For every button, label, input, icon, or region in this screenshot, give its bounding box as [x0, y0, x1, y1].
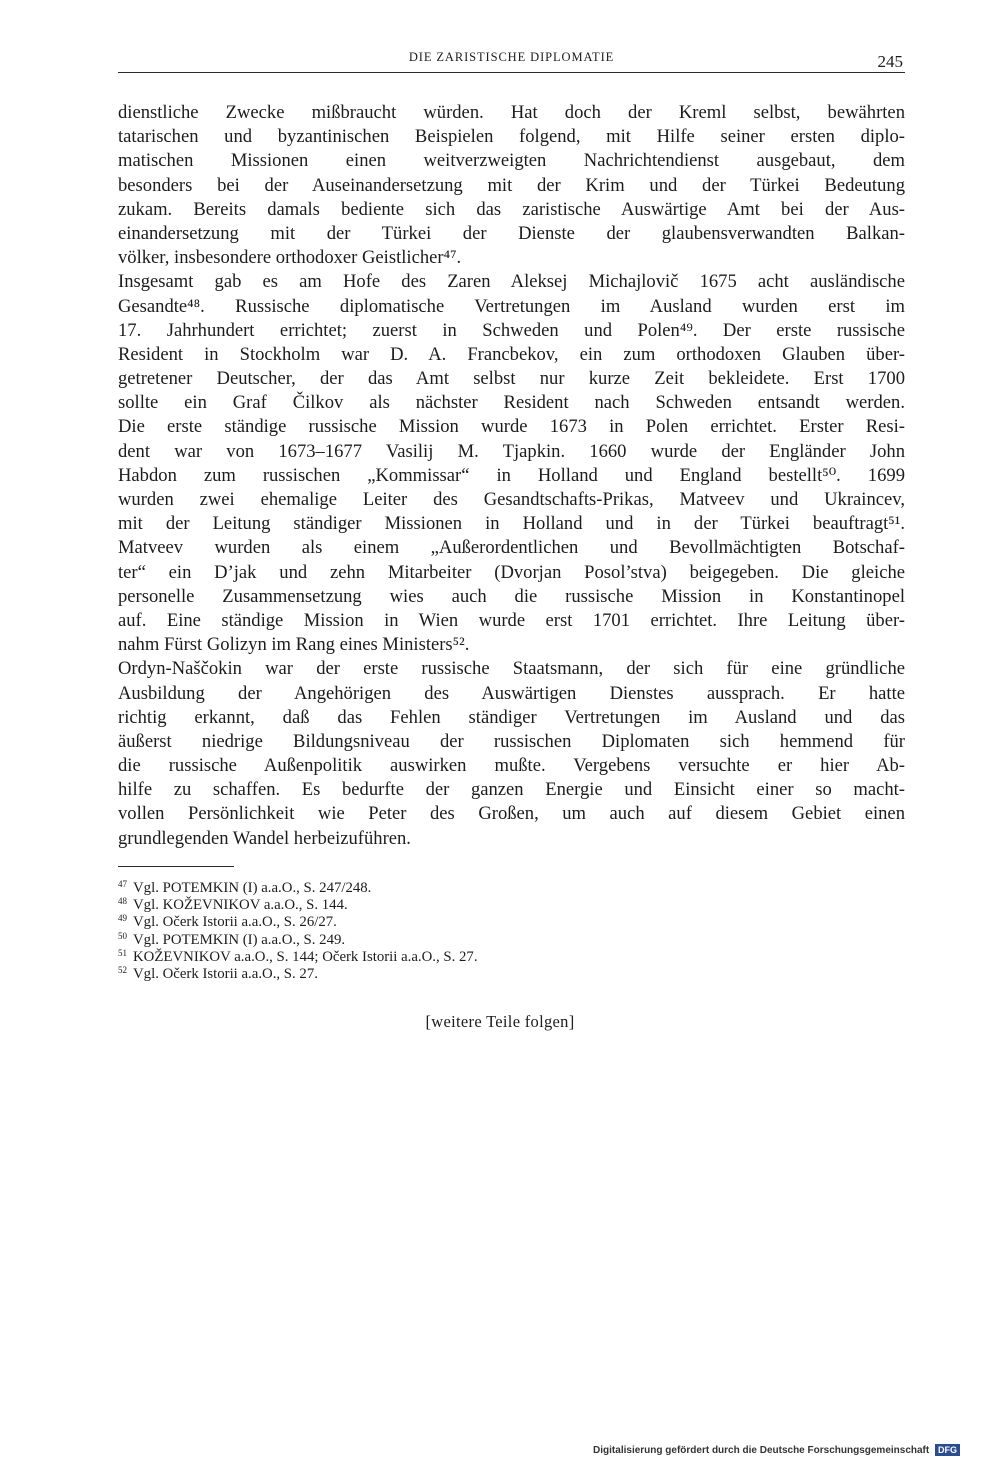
footnote	[118, 893, 818, 914]
running-header	[118, 46, 905, 73]
text-line: völker, insbesondere orthodoxer Geistlicher⁴⁷.	[118, 247, 462, 269]
text-line: hilfe zu schaffen. Es bedurfte der ganzen Energie und Einsicht einer so macht-	[118, 779, 905, 801]
text-line: nahm Fürst Golizyn im Rang eines Ministers⁵².	[118, 634, 470, 656]
footnote	[118, 928, 818, 948]
text-line: Gesandte⁴⁸. Russische diplomatische Vertretungen im Ausland wurden erst im	[118, 295, 905, 317]
footnote-text: KOŽEVNIKOV a.a.O., S. 144; Očerk Istorii a.a.O., S. 27.	[133, 948, 478, 965]
text-line: 17. Jahrhundert errichtet; zuerst in Schweden und Polen⁴⁹. Der erste russische	[118, 319, 905, 341]
text-line: sollte ein Graf Čilkov als nächster Resident nach Schweden entsandt werden.	[118, 392, 905, 414]
digitization-credit	[593, 1444, 960, 1456]
text-line: auf. Eine ständige Mission in Wien wurde erst 1701 errichtet. Ihre Leitung über-	[118, 609, 905, 631]
dfg-logo: DFG	[935, 1444, 960, 1456]
text-line: getretener Deutscher, der das Amt selbst nur kurze Zeit bekleidete. Erst 1700	[118, 368, 905, 390]
text-line: zukam. Bereits damals bediente sich das zaristische Auswärtige Amt bei der Aus-	[118, 198, 905, 220]
text-line: Habdon zum russischen „Kommissar“ in Holland und England bestellt⁵⁰. 1699	[118, 464, 905, 486]
footnote	[118, 945, 818, 965]
footnote-divider	[118, 866, 234, 867]
footnote-text: Vgl. Očerk Istorii a.a.O., S. 26/27.	[133, 914, 337, 931]
text-line: Ordyn-Naščokin war der erste russische Staatsmann, der sich für eine gründliche	[118, 658, 905, 680]
footnote-text: Vgl. Očerk Istorii a.a.O., S. 27.	[133, 965, 318, 982]
footnote-text: Vgl. POTEMKIN (I) a.a.O., S. 247/248.	[133, 880, 372, 896]
text-line: die russische Außenpolitik auswirken mußte. Vergebens versuchte er hier Ab-	[118, 755, 905, 777]
text-line: tatarischen und byzantinischen Beispielen folgend, mit Hilfe seiner ersten diplo-	[118, 126, 905, 148]
footnote-number: 52	[118, 964, 127, 975]
text-line: dent war von 1673–1677 Vasilij M. Tjapkin. 1660 wurde der Engländer John	[118, 440, 905, 462]
running-title: DIE ZARISTISCHE DIPLOMATIE	[408, 50, 615, 64]
footnote-text: Vgl. KOŽEVNIKOV a.a.O., S. 144.	[133, 897, 348, 914]
footnote-number: 49	[118, 913, 127, 924]
footnote	[118, 910, 818, 931]
text-line: einandersetzung mit der Türkei der Dienste der glaubensverwandten Balkan-	[118, 222, 905, 244]
text-line: ter“ ein D’jak und zehn Mitarbeiter (Dvorjan Posol’stva) beigegeben. Die gleiche	[118, 561, 905, 583]
text-line: dienstliche Zwecke mißbraucht würden. Hat doch der Kreml selbst, bewährten	[118, 102, 905, 123]
footnote-number: 50	[118, 930, 127, 941]
text-line: personelle Zusammensetzung wies auch die russische Mission in Konstantinopel	[118, 585, 905, 607]
text-line: Ausbildung der Angehörigen des Auswärtigen Dienstes aussprach. Er hatte	[118, 682, 905, 704]
text-line: Resident in Stockholm war D. A. Francbekov, ein zum orthodoxen Glauben über-	[118, 343, 905, 365]
text-line: besonders bei der Auseinandersetzung mit der Krim und der Türkei Bedeutung	[118, 174, 905, 196]
text-line: richtig erkannt, daß das Fehlen ständiger Vertretungen im Ausland und das	[118, 706, 905, 728]
text-line: Die erste ständige russische Mission wurde 1673 in Polen errichtet. Erster Resi-	[118, 416, 905, 438]
body-text	[118, 101, 905, 851]
text-line: grundlegenden Wandel herbeizuführen.	[118, 827, 411, 849]
text-line: matischen Missionen einen weitverzweigten Nachrichtendienst ausgebaut, dem	[118, 150, 905, 172]
footnote-number: 47	[118, 879, 127, 889]
digitization-credit-text: Digitalisierung gefördert durch die Deutsche Forschungsgemeinschaft	[593, 1445, 930, 1456]
text-line: Insgesamt gab es am Hofe des Zaren Aleksej Michajlovič 1675 acht ausländische	[118, 271, 905, 293]
footnote-number: 48	[118, 896, 127, 907]
text-line: Matveev wurden als einem „Außerordentlichen und Bevollmächtigten Botschaf-	[118, 537, 905, 559]
text-line: vollen Persönlichkeit wie Peter des Großen, um auch auf diesem Gebiet einen	[118, 803, 905, 825]
footnotes	[118, 876, 818, 982]
text-line: äußerst niedrige Bildungsniveau der russischen Diplomaten sich hemmend für	[118, 730, 905, 752]
footnote-number: 51	[118, 947, 127, 958]
page-number: 245	[877, 52, 903, 71]
continuation-note: [weitere Teile folgen]	[425, 1012, 575, 1031]
footnote	[118, 876, 818, 896]
text-line: wurden zwei ehemalige Leiter des Gesandtschafts-Prikas, Matveev und Ukraincev,	[118, 489, 905, 510]
footnote-text: Vgl. POTEMKIN (I) a.a.O., S. 249.	[133, 931, 346, 948]
text-line: mit der Leitung ständiger Missionen in Holland und in der Türkei beauftragt⁵¹.	[118, 513, 905, 535]
